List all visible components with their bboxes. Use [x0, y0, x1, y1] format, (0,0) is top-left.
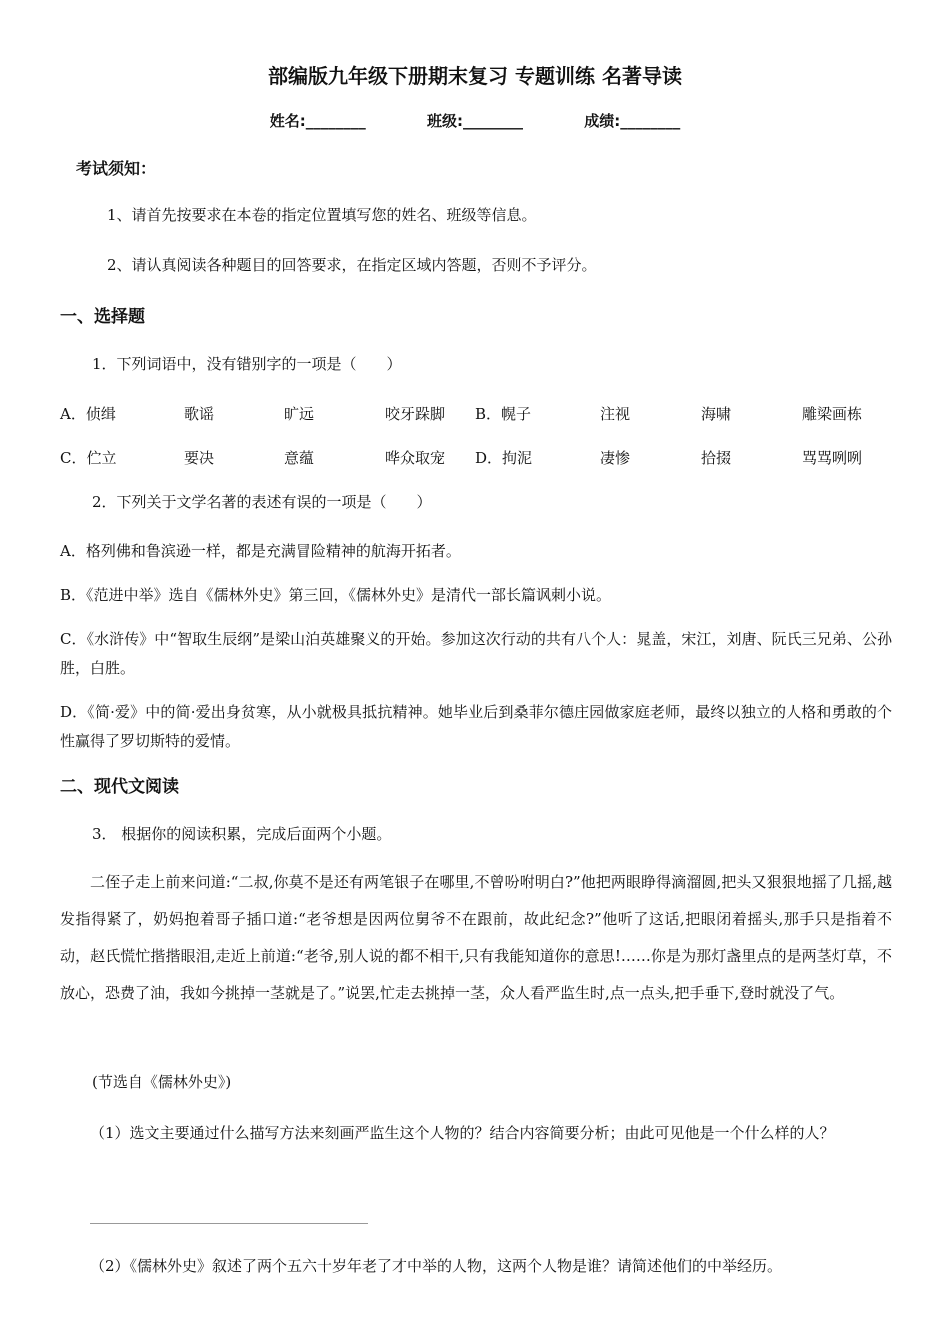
q1-word: 要决 — [184, 449, 215, 467]
passage-source: (节选自《儒林外史》) — [92, 1073, 232, 1091]
q2-option-b: B．《范进中举》选自《儒林外史》第三回，《儒林外史》是清代一部长篇讽刺小说。 — [60, 586, 612, 604]
q2-option-a: A．格列佛和鲁滨逊一样，都是充满冒险精神的航海开拓者。 — [60, 542, 461, 560]
q1-word: 海啸 — [701, 405, 732, 423]
score-field-label: 成绩:________ — [584, 112, 681, 130]
q1-word: 意蕴 — [284, 449, 315, 467]
question-3-stem: 3． 根据你的阅读积累，完成后面两个小题。 — [92, 825, 392, 843]
notice-item-2: 2、请认真阅读各种题目的回答要求，在指定区域内答题，否则不予评分。 — [107, 256, 597, 274]
q1-options-row-1 — [60, 403, 900, 427]
q1-word: 咬牙跺脚 — [385, 405, 446, 423]
q1-word: 雕梁画栋 — [802, 405, 863, 423]
q2-option-d: D．《简·爱》中的简·爱出身贫寒，从小就极具抵抗精神。她毕业后到桑菲尔德庄园做家庭老师，最终以独立的人格和勇敢的个性赢得了罗切斯特的爱情。 — [60, 703, 892, 750]
notice-heading: 考试须知： — [76, 159, 157, 178]
section-heading-choice: 一、选择题 — [60, 307, 145, 327]
student-info-row — [0, 110, 950, 131]
reading-passage: 二侄子走上前来问道:“二叔,你莫不是还有两笔银子在哪里,不曾吩咐明白?”他把两眼睁得滴溜圆,把头又狠狠地摇了几摇,越发指得紧了，奶妈抱着哥子插口道:“老爷想是因两位舅爷不在跟前，故此纪念?”他听了这话,把眼闭着摇头,那手只是指着不动，赵氏慌忙揩揩眼泪,走近上前道:“老爷,别人说的都不相干,只有我能知道你的意思!……你是为那灯盏里点的是两茎灯草，不放心，恐费了油，我如今挑掉一茎就是了。”说罢,忙走去挑掉一茎，众人看严监生时,点一点头,把手垂下,登时就没了气。 — [60, 873, 892, 1002]
q1-word: 注视 — [600, 405, 631, 423]
sub-question-1: （1）选文主要通过什么描写方法来刻画严监生这个人物的？结合内容简要分析；由此可见他是一个什么样的人？ — [90, 1124, 835, 1142]
question-2-stem: 2．下列关于文学名著的表述有误的一项是（ ） — [92, 493, 432, 511]
q1-word: 旷远 — [284, 405, 315, 423]
q1-word: D．拘泥 — [475, 449, 533, 467]
question-1-stem: 1．下列词语中，没有错别字的一项是（ ） — [92, 355, 402, 373]
page-title: 部编版九年级下册期末复习 专题训练 名著导读 — [268, 64, 682, 88]
name-field-label: 姓名:________ — [269, 112, 366, 130]
sub-question-2: （2）《儒林外史》叙述了两个五六十岁年老了才中举的人物，这两个人物是谁？请简述他们的中举经历。 — [90, 1257, 783, 1275]
q1-word: 凄惨 — [600, 449, 631, 467]
q1-options-row-2 — [60, 447, 900, 471]
q1-word: 骂骂咧咧 — [802, 449, 863, 467]
answer-line — [90, 1223, 368, 1224]
q1-word: C．伫立 — [60, 449, 117, 467]
q2-option-c: C．《水浒传》中“智取生辰纲”是梁山泊英雄聚义的开始。参加这次行动的共有八个人：晁盖，宋江，刘唐、阮氏三兄弟、公孙胜，白胜。 — [60, 630, 892, 677]
q1-word: B．幌子 — [475, 405, 532, 423]
notice-item-1: 1、请首先按要求在本卷的指定位置填写您的姓名、班级等信息。 — [107, 206, 537, 224]
q1-word: 歌谣 — [184, 405, 215, 423]
q1-word: 拾掇 — [701, 449, 732, 467]
q1-word: A．侦缉 — [60, 405, 116, 423]
class-field-label: 班级:________ — [427, 112, 523, 130]
section-heading-reading: 二、现代文阅读 — [60, 777, 179, 797]
q1-word: 哗众取宠 — [385, 449, 446, 467]
